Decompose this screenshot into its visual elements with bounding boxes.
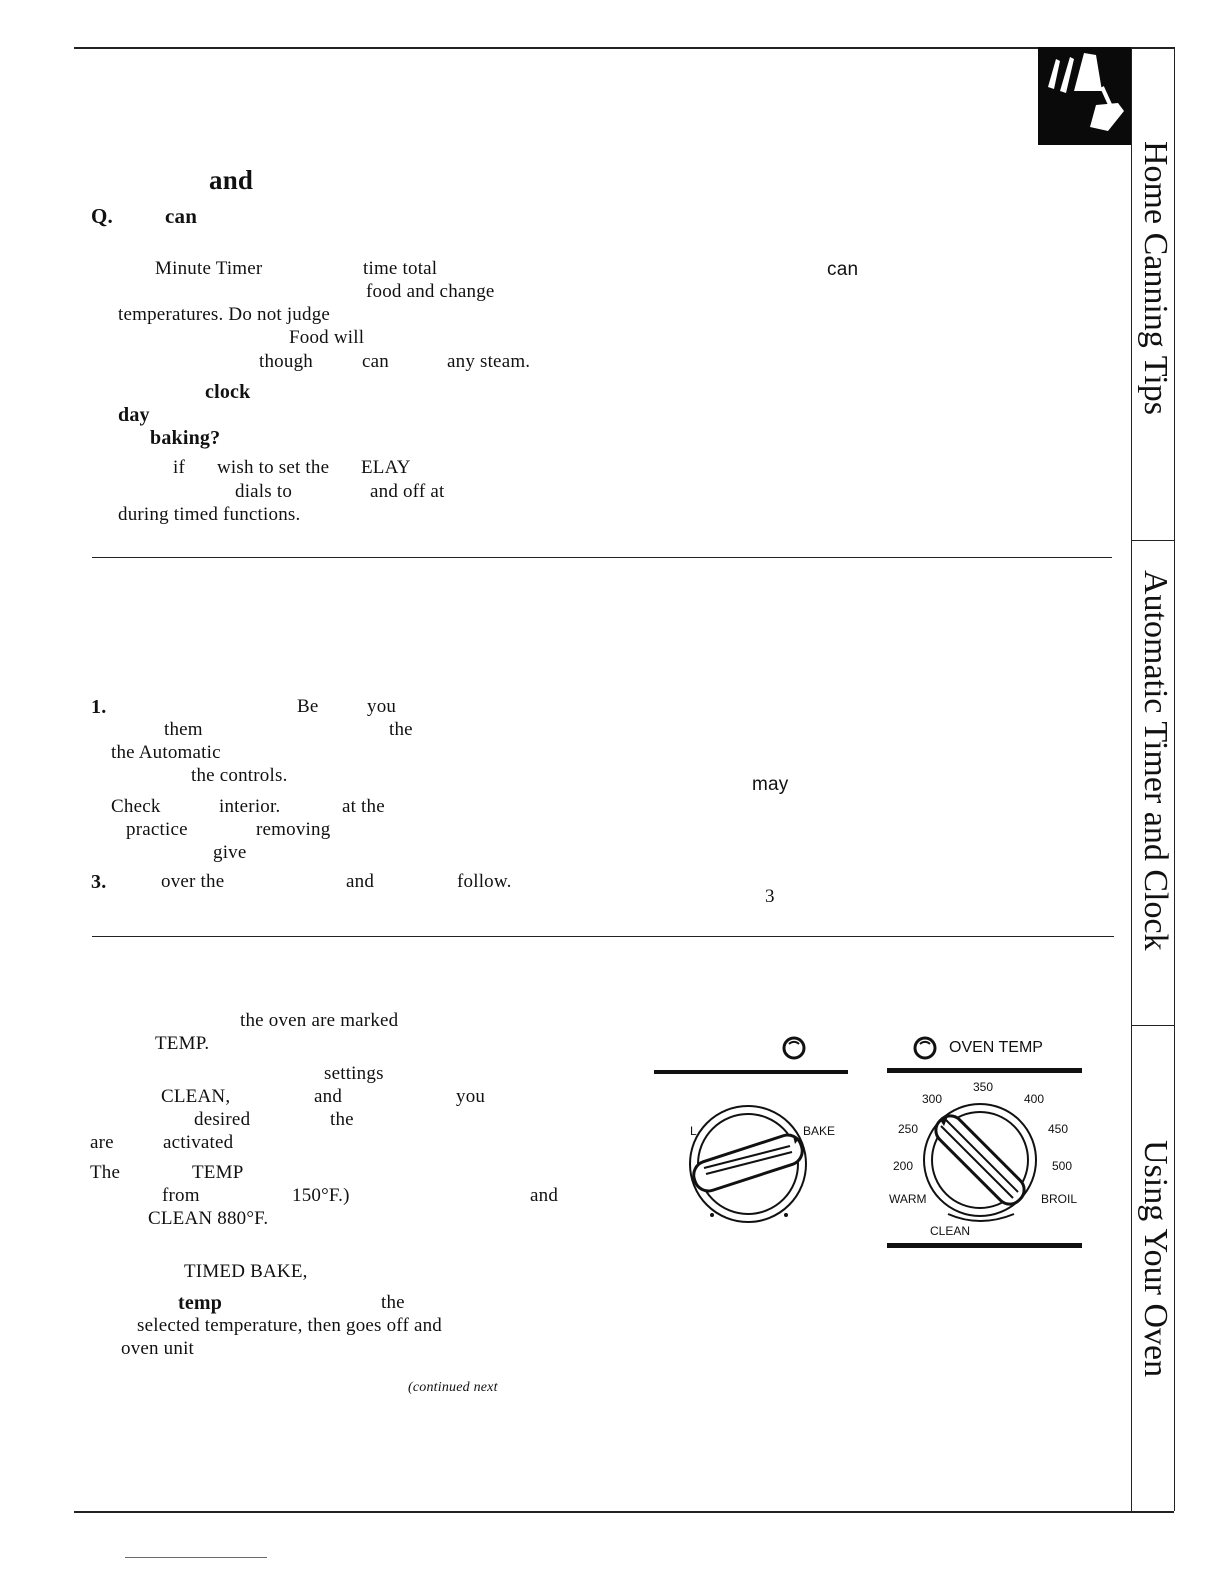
text-fragment: baking?	[150, 427, 221, 449]
text-fragment: during timed functions.	[118, 504, 301, 525]
text-fragment: the	[330, 1109, 354, 1130]
text-fragment: CLEAN 880°F.	[148, 1208, 269, 1229]
tab-automatic-timer-and-clock[interactable]: Automatic Timer and Clock	[1137, 570, 1174, 951]
temp-mark-clean: CLEAN	[930, 1224, 971, 1238]
section-rule-1	[92, 557, 1112, 558]
text-fragment: wish to set the	[217, 457, 330, 478]
temp-mark-350: 350	[973, 1080, 994, 1094]
oven-temp-indicator-light	[912, 1035, 938, 1061]
text-fragment: may	[752, 774, 789, 795]
text-fragment: TEMP.	[155, 1033, 210, 1054]
text-fragment: 3	[765, 886, 775, 907]
list-number: 3.	[91, 871, 107, 893]
text-fragment: TIMED BAKE,	[184, 1261, 308, 1282]
text-fragment: oven unit	[121, 1338, 195, 1359]
text-fragment: follow.	[457, 871, 512, 892]
text-fragment: CLEAN,	[161, 1086, 231, 1107]
text-fragment: the	[389, 719, 413, 740]
tab-divider-right	[1174, 47, 1175, 1511]
tab-home-canning-tips[interactable]: Home Canning Tips	[1137, 141, 1174, 415]
text-fragment: you	[367, 696, 397, 717]
text-fragment: time total	[363, 258, 438, 279]
text-fragment: the Automatic	[111, 742, 221, 763]
text-fragment: though	[259, 351, 313, 372]
oven-temp-knob[interactable]	[918, 1098, 1043, 1223]
question-word: can	[165, 204, 198, 228]
hand-pointing-icon	[1038, 47, 1131, 145]
text-fragment: day	[118, 404, 150, 426]
text-fragment: Be	[297, 696, 319, 717]
text-fragment: at the	[342, 796, 385, 817]
tab-separator-2	[1131, 1025, 1174, 1026]
text-fragment: you	[456, 1086, 486, 1107]
text-fragment: any steam.	[447, 351, 531, 372]
text-fragment: if	[173, 457, 186, 478]
text-fragment: the oven are marked	[240, 1010, 399, 1031]
left-dial-rule	[654, 1070, 848, 1074]
text-fragment: removing	[256, 819, 331, 840]
text-fragment: ELAY	[361, 457, 411, 478]
text-fragment: TEMP	[192, 1162, 244, 1183]
text-fragment: 150°F.)	[292, 1185, 350, 1206]
oven-set-knob[interactable]	[680, 1100, 810, 1225]
text-fragment: can	[827, 259, 859, 280]
text-fragment: Minute Timer	[155, 258, 263, 279]
dial-mark: BAKE	[803, 1124, 836, 1138]
text-fragment: desired	[194, 1109, 251, 1130]
text-fragment: temperatures. Do not judge	[118, 304, 331, 325]
tab-using-your-oven[interactable]: Using Your Oven	[1137, 1140, 1174, 1378]
text-fragment: them	[164, 719, 203, 740]
tab-separator-1	[1131, 540, 1174, 541]
text-fragment: and	[530, 1185, 559, 1206]
temp-mark-warm: WARM	[889, 1192, 927, 1206]
temp-mark-450: 450	[1048, 1122, 1069, 1136]
text-fragment: The	[90, 1162, 121, 1183]
section-heading: and	[209, 165, 254, 195]
text-fragment: are	[90, 1132, 114, 1153]
text-fragment: from	[162, 1185, 200, 1206]
text-fragment: Food will	[289, 327, 365, 348]
tab-divider-left	[1131, 47, 1132, 1511]
text-fragment: interior.	[219, 796, 281, 817]
text-fragment: and	[346, 871, 375, 892]
text-fragment: can	[362, 351, 389, 372]
temp-mark-200: 200	[893, 1159, 914, 1173]
text-fragment: selected temperature, then goes off and	[137, 1315, 442, 1336]
text-fragment: and	[314, 1086, 343, 1107]
temp-mark-broil: BROIL	[1041, 1192, 1078, 1206]
bottom-rule	[74, 1511, 1174, 1513]
right-dial-rule-top	[887, 1068, 1082, 1073]
text-fragment: settings	[324, 1063, 384, 1084]
right-dial-rule-bottom	[887, 1243, 1082, 1248]
left-dial-indicator-light	[781, 1035, 807, 1061]
text-fragment: over the	[161, 871, 225, 892]
oven-temp-title: OVEN TEMP	[949, 1039, 1043, 1056]
section-rule-2	[92, 936, 1114, 937]
footer-link-line	[125, 1557, 267, 1558]
temp-mark-300: 300	[922, 1092, 943, 1106]
temp-mark-500: 500	[1052, 1159, 1073, 1173]
text-fragment: dials to	[235, 481, 293, 502]
text-fragment: practice	[126, 819, 188, 840]
text-fragment: (continued next	[408, 1380, 498, 1395]
text-fragment: temp	[178, 1292, 223, 1314]
text-fragment: the controls.	[191, 765, 288, 786]
text-fragment: activated	[163, 1132, 234, 1153]
top-rule	[74, 47, 1174, 49]
temp-mark-400: 400	[1024, 1092, 1045, 1106]
temp-mark-250: 250	[898, 1122, 919, 1136]
text-fragment: Check	[111, 796, 161, 817]
text-fragment: and off at	[370, 481, 445, 502]
question-letter: Q.	[91, 204, 113, 228]
dial-mark: L	[690, 1124, 697, 1138]
text-fragment: clock	[205, 381, 251, 403]
text-fragment: give	[213, 842, 247, 863]
text-fragment: the	[381, 1292, 405, 1313]
text-fragment: food and change	[366, 281, 495, 302]
list-number: 1.	[91, 696, 107, 718]
